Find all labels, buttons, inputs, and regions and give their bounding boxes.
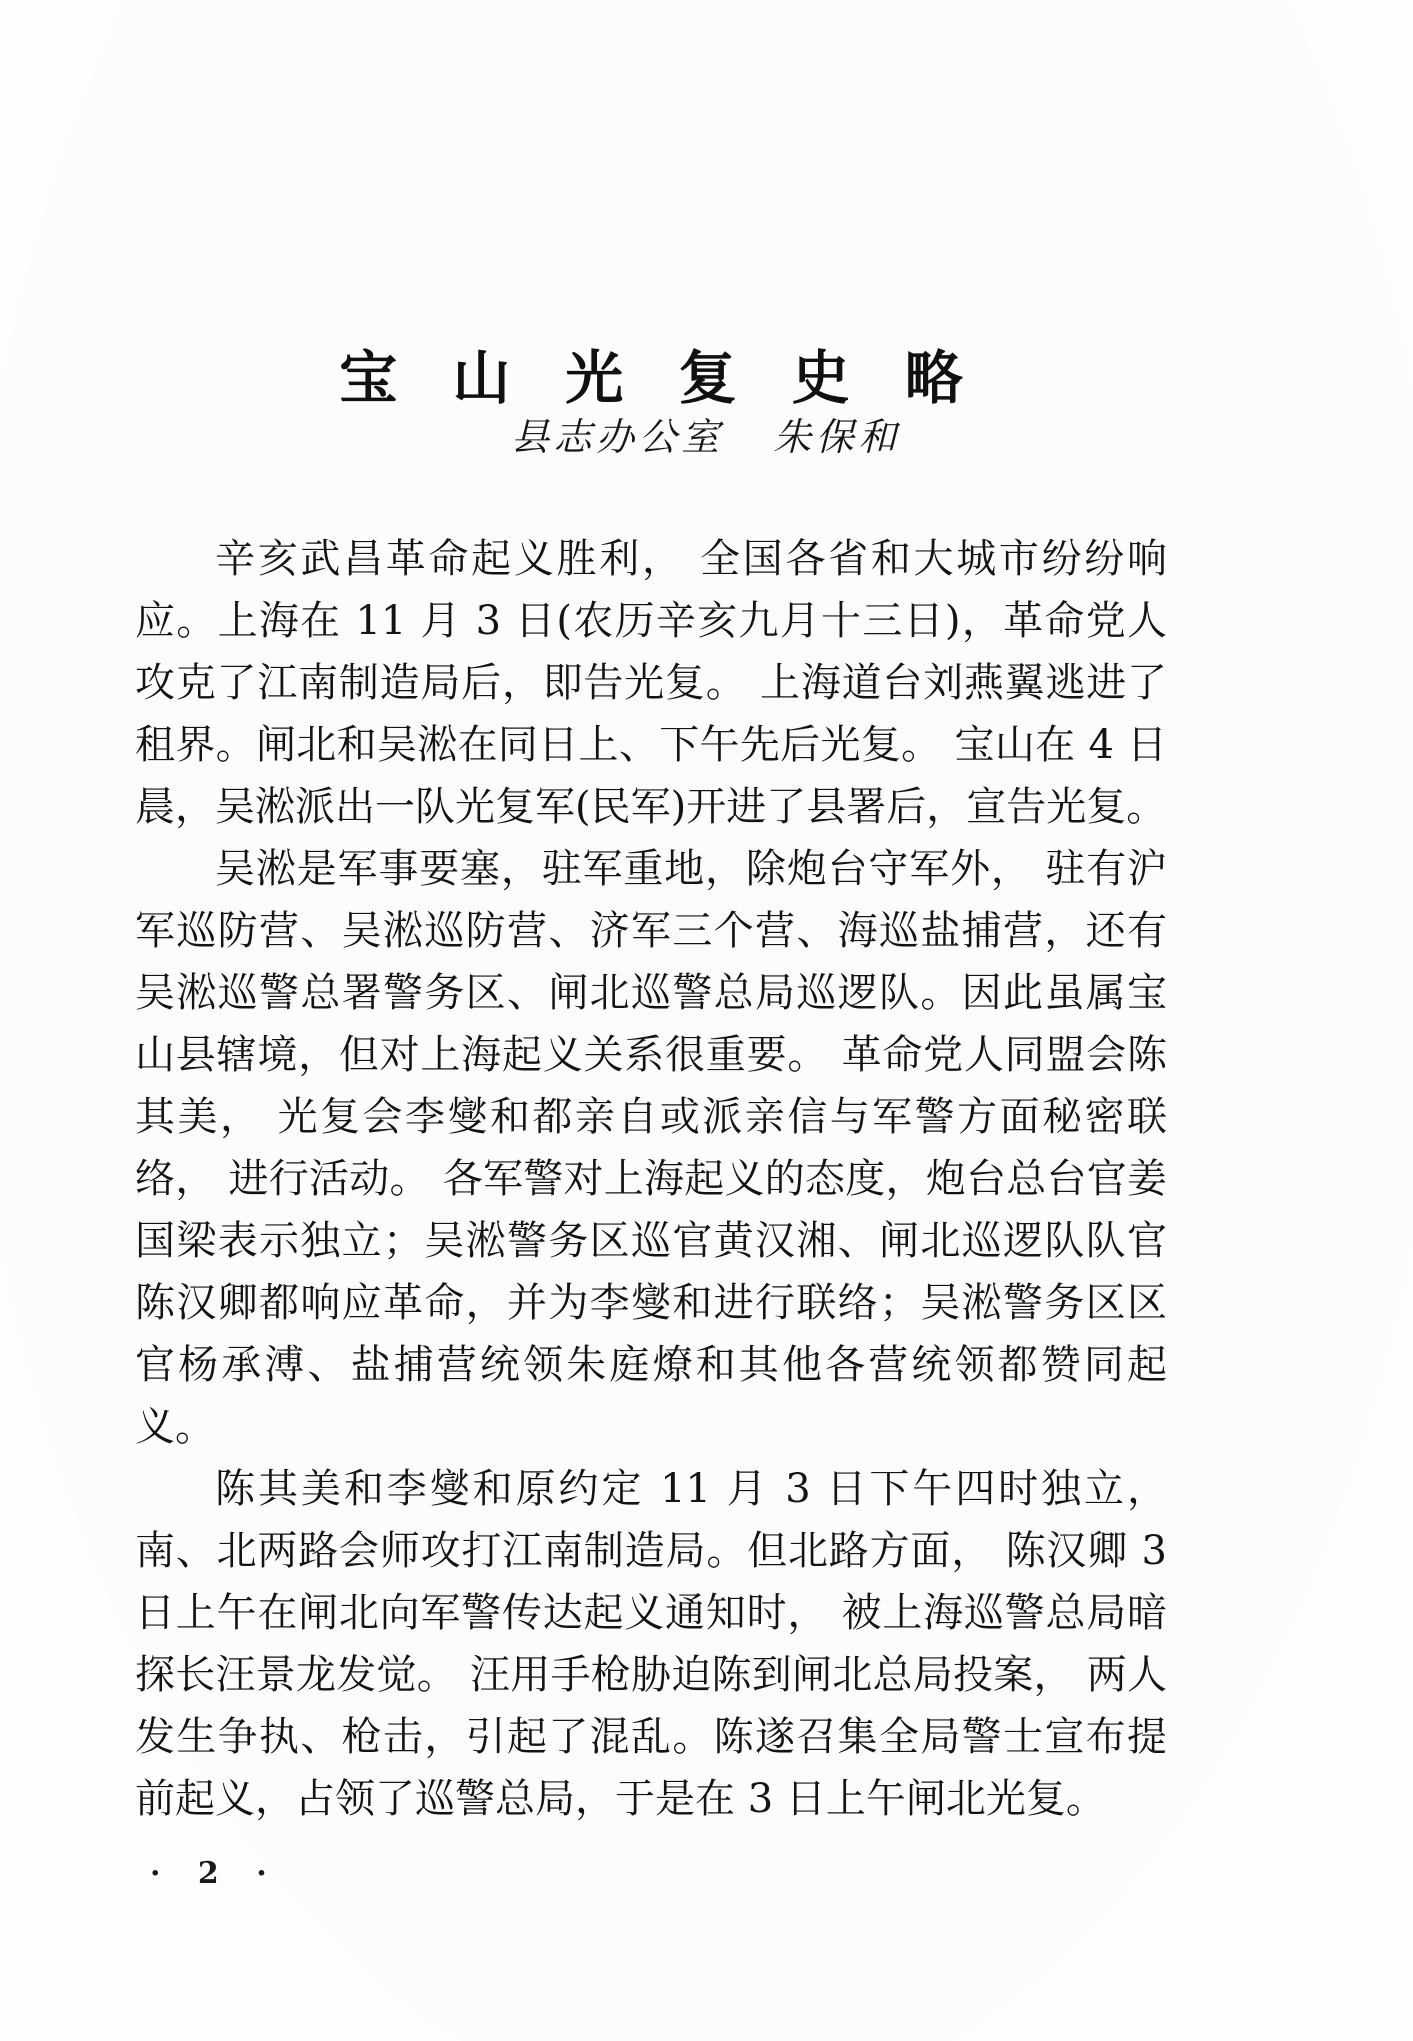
byline-department: 县志办公室 bbox=[511, 415, 724, 459]
page-title: 宝山光复史略 bbox=[339, 343, 1018, 412]
page-number: · 2 · bbox=[150, 1856, 281, 1891]
body-paragraph-2: 吴淞是军事要塞，驻军重地，除炮台守军外， 驻有沪军巡防营、吴淞巡防营、济军三个营、海巡盐捕营，还有吴淞巡警总署警务区、闸北巡警总局巡逻队。因此虽属宝山县辖境，但对上海起义关系很重要。 革命党人同盟会陈其美， 光复会李燮和都亲自或派亲信与军警方面秘密联络， 进行活动。 各军警对上海起义的态度，炮台总台官姜国梁表示独立；吴淞警务区巡官黄汉湘、闸北巡逻队队官陈汉卿都响应革命，并为李燮和进行联络；吴淞警务区区官杨承溥、盐捕营统领朱庭燎和其他各营统领都赞同起义。 bbox=[135, 846, 1167, 1450]
article-body bbox=[135, 528, 1167, 1830]
body-paragraph-1: 辛亥武昌革命起义胜利， 全国各省和大城市纷纷响应。上海在 11 月 3 日(农历辛亥九月十三日)，革命党人攻克了江南制造局后，即告光复。 上海道台刘燕翼逃进了租界。闸北和吴淞在同日上、下午先后光复。 宝山在 4 日晨，吴淞派出一队光复军(民军)开进了县署后，宣告光复。 bbox=[135, 536, 1167, 830]
byline-author: 朱保和 bbox=[773, 415, 901, 459]
byline bbox=[190, 406, 1222, 461]
body-paragraph-3: 陈其美和李燮和原约定 11 月 3 日下午四时独立，南、北两路会师攻打江南制造局。但北路方面， 陈汉卿 3 日上午在闸北向军警传达起义通知时， 被上海巡警总局暗探长汪景龙发觉。 汪用手枪胁迫陈到闸北总局投案， 两人发生争执、枪击，引起了混乱。陈遂召集全局警士宣布提前起义，占领了巡警总局，于是在 3 日上午闸北光复。 bbox=[135, 1466, 1167, 1822]
